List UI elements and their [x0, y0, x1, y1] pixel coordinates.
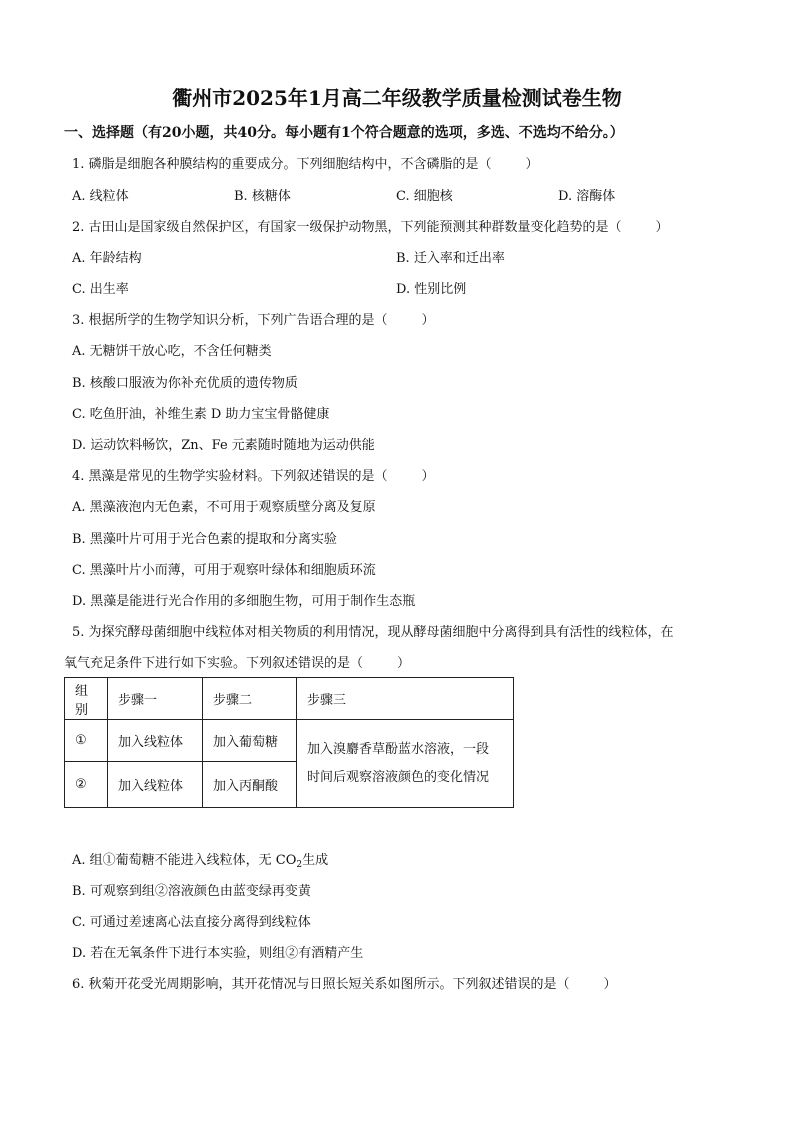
q2-option-a: A. 年龄结构 [72, 251, 142, 266]
q1-close-paren: ） [525, 157, 539, 172]
q4-option-a: A. 黑藻液泡内无色素，不可用于观察质壁分离及复原 [72, 500, 376, 515]
table-header-cell: 步骤三 [297, 678, 514, 720]
page-title: 衢州市2025年1月高二年级教学质量检测试卷生物 [172, 86, 622, 110]
table-cell-step2: 加入葡萄糖 [203, 720, 297, 762]
q2-stem-text: 2. 古田山是国家级自然保护区，有国家一级保护动物黑，下列能预测其种群数量变化趋势的是（ [72, 220, 622, 235]
q5-option-a-text: A. 组①葡萄糖不能进入线粒体，无 CO [72, 853, 297, 868]
table-cell-group: ② [65, 762, 108, 808]
q2-option-b: B. 迁入率和迁出率 [396, 251, 505, 266]
q1-option-a: A. 线粒体 [72, 189, 129, 204]
question-4-stem [72, 465, 435, 484]
q4-option-b: B. 黑藻叶片可用于光合色素的提取和分离实验 [72, 532, 337, 547]
q3-close-paren: ） [421, 313, 435, 328]
table-row [65, 720, 514, 762]
section-heading: 一、选择题（有20小题，共40分。每小题有1个符合题意的选项，多选、不选均不给分。） [64, 125, 624, 141]
question-3-stem [72, 309, 435, 328]
q5-stem-text: 氧气充足条件下进行如下实验。下列叙述错误的是（ [64, 656, 364, 671]
table-header-cell: 步骤一 [108, 678, 203, 720]
experiment-table [64, 677, 514, 808]
question-2-stem [72, 216, 669, 235]
question-5-stem-line1: 5. 为探究酵母菌细胞中线粒体对相关物质的利用情况，现从酵母菌细胞中分离得到具有活性的线粒体，在 [72, 625, 674, 640]
table-cell-group: ① [65, 720, 108, 762]
question-1-stem [72, 153, 539, 172]
table-cell-step1: 加入线粒体 [108, 762, 203, 808]
q4-close-paren: ） [421, 469, 435, 484]
q2-close-paren: ） [655, 220, 669, 235]
q1-option-d: D. 溶酶体 [558, 189, 616, 204]
q1-option-b: B. 核糖体 [234, 189, 291, 204]
table-header-row [65, 678, 514, 720]
q2-option-d: D. 性别比例 [396, 282, 467, 297]
q6-close-paren: ） [603, 977, 617, 992]
table-header-cell: 步骤二 [203, 678, 297, 720]
step3-line1: 加入溴麝香草酚蓝水溶液，一段 [307, 741, 490, 757]
q3-stem-text: 3. 根据所学的生物学知识分析，下列广告语合理的是（ [72, 313, 388, 328]
q5-close-paren: ） [397, 656, 411, 671]
q3-option-b: B. 核酸口服液为你补充优质的遗传物质 [72, 376, 298, 391]
q4-option-d: D. 黑藻是能进行光合作用的多细胞生物，可用于制作生态瓶 [72, 594, 416, 609]
q6-stem-text: 6. 秋菊开花受光周期影响，其开花情况与日照长短关系如图所示。下列叙述错误的是（ [72, 977, 570, 992]
q4-option-c: C. 黑藻叶片小而薄，可用于观察叶绿体和细胞质环流 [72, 563, 376, 578]
question-6-stem [72, 973, 617, 992]
co2-subscript: 2 [296, 860, 303, 870]
q2-option-c: C. 出生率 [72, 282, 129, 297]
q5-option-b: B. 可观察到组②溶液颜色由蓝变绿再变黄 [72, 884, 311, 899]
q3-option-d: D. 运动饮料畅饮，Zn、Fe 元素随时随地为运动供能 [72, 438, 375, 453]
q3-option-c: C. 吃鱼肝油，补维生素 D 助力宝宝骨骼健康 [72, 407, 330, 422]
q3-option-a: A. 无糖饼干放心吃，不含任何糖类 [72, 344, 272, 359]
step3-line2: 时间后观察溶液颜色的变化情况 [307, 769, 490, 785]
table-header-cell: 组别 [65, 678, 108, 720]
table-cell-step1: 加入线粒体 [108, 720, 203, 762]
q5-option-a-tail: 生成 [302, 853, 329, 868]
q4-stem-text: 4. 黑藻是常见的生物学实验材料。下列叙述错误的是（ [72, 469, 388, 484]
table-cell-step2: 加入丙酮酸 [203, 762, 297, 808]
q1-option-c: C. 细胞核 [396, 189, 453, 204]
question-5-stem-line2 [64, 652, 410, 671]
q5-option-a [72, 849, 328, 870]
q1-stem-text: 1. 磷脂是细胞各种膜结构的重要成分。下列细胞结构中，不含磷脂的是（ [72, 157, 492, 172]
table-cell-step3 [297, 720, 514, 808]
q5-option-c: C. 可通过差速离心法直接分离得到线粒体 [72, 915, 311, 930]
q5-option-d: D. 若在无氧条件下进行本实验，则组②有酒精产生 [72, 946, 364, 961]
